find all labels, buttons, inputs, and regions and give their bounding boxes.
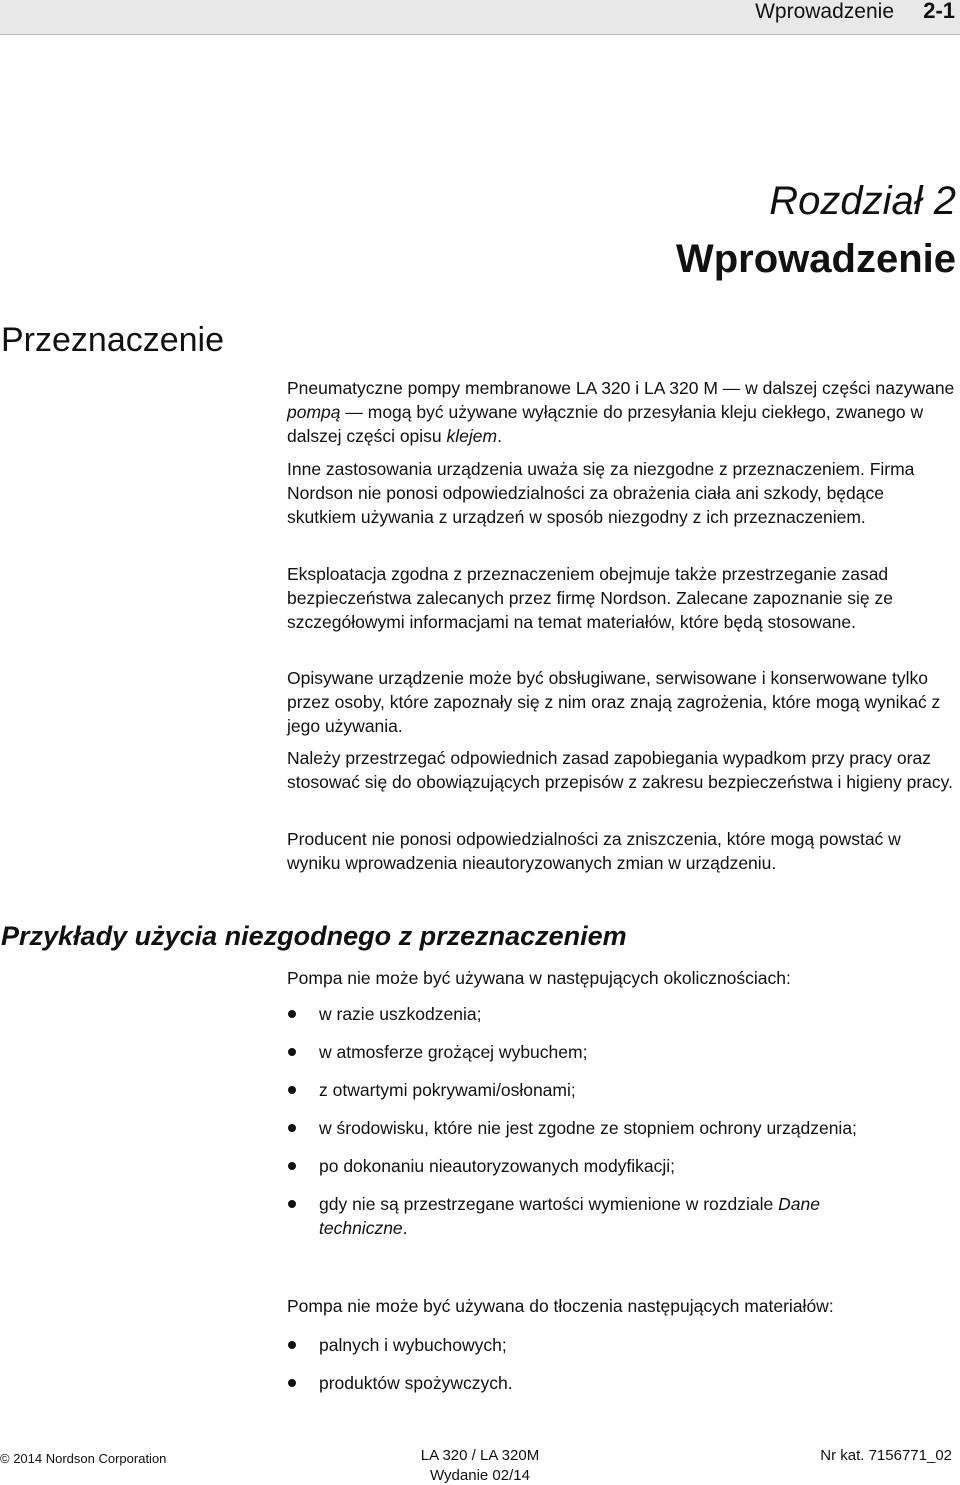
list-item xyxy=(287,1333,955,1357)
bullet-icon xyxy=(288,1010,296,1018)
chapter-label: Rozdział 2 xyxy=(769,179,956,223)
footer-model: LA 320 / LA 320M xyxy=(420,1447,540,1464)
list-item xyxy=(287,1002,955,1026)
list-intro-materials: Pompa nie może być używana do tłoczenia następujących materiałów: xyxy=(287,1296,834,1316)
footer-edition: Wydanie 02/14 xyxy=(430,1467,530,1484)
list-item-text: produktów spożywczych. xyxy=(319,1373,513,1393)
bullet-icon xyxy=(288,1048,296,1056)
list-item-text: w razie uszkodzenia; xyxy=(319,1004,482,1024)
list-item xyxy=(287,1154,955,1178)
bullet-icon xyxy=(288,1162,296,1170)
bullet-icon xyxy=(288,1341,296,1349)
list-item-text: . xyxy=(402,1218,408,1238)
paragraph-emphasis: klejem xyxy=(446,426,498,446)
list-intro-circumstances: Pompa nie może być używana w następujących okolicznościach: xyxy=(287,968,791,988)
paragraph-text: Pneumatyczne pompy membranowe LA 320 i LA 320 M — w dalszej części nazywane xyxy=(287,378,955,398)
materials-list xyxy=(287,1333,955,1395)
list-item-text: w atmosferze grożącej wybuchem; xyxy=(319,1042,588,1062)
paragraph-accident-prevention: Należy przestrzegać odpowiednich zasad zapobiegania wypadkom przy pracy oraz stosować się do obowiązujących przepisów z zakresu bezpieczeństwa i higieny pracy. xyxy=(287,748,953,792)
bullet-icon xyxy=(288,1200,296,1208)
list-item-text: gdy nie są przestrzegane wartości wymienione w rozdziale xyxy=(319,1194,779,1214)
bullet-icon xyxy=(288,1379,296,1387)
list-item xyxy=(287,1040,955,1064)
circumstances-list xyxy=(287,1002,955,1240)
paragraph-liability: Producent nie ponosi odpowiedzialności za zniszczenia, które mogą powstać w wyniku wprowadzenia nieautoryzowanych zmian w urządzeniu. xyxy=(287,829,901,873)
list-item-text: po dokonaniu nieautoryzowanych modyfikacji; xyxy=(319,1156,676,1176)
list-item-emphasis: Dane techniczne xyxy=(319,1194,820,1238)
list-item-text: w środowisku, które nie jest zgodne ze stopniem ochrony urządzenia; xyxy=(319,1118,857,1138)
section-heading: Przeznaczenie xyxy=(1,321,225,359)
bullet-icon xyxy=(288,1124,296,1132)
paragraph-text: . xyxy=(497,426,502,446)
paragraph-operators: Opisywane urządzenie może być obsługiwane, serwisowane i konserwowane tylko przez osoby, które zapoznały się z nim oraz znają zagrożenia, które mogą wynikać z jego używania. xyxy=(287,668,941,736)
list-item xyxy=(287,1371,955,1395)
list-item-text: z otwartymi pokrywami/osłonami; xyxy=(319,1080,576,1100)
list-item-text: palnych i wybuchowych; xyxy=(319,1335,507,1355)
paragraph-improper-use: Inne zastosowania urządzenia uważa się za niezgodne z przeznaczeniem. Firma Nordson nie ponosi odpowiedzialności za obrażenia ciała ani szkody, będące skutkiem używania z urządzeń w sposób niezgodny z ich przeznaczeniem. xyxy=(287,459,915,527)
list-item xyxy=(287,1116,955,1140)
list-item xyxy=(287,1192,899,1240)
paragraph-purpose xyxy=(287,376,955,448)
chapter-title: Wprowadzenie xyxy=(675,237,956,281)
paragraph-safety-rules: Eksploatacja zgodna z przeznaczeniem obejmuje także przestrzeganie zasad bezpieczeństwa zalecanych przez firmę Nordson. Zalecane zapoznanie się ze szczegółowymi informacjami na temat materiałów, które będą stosowane. xyxy=(287,564,894,632)
subsection-heading: Przykłady użycia niezgodnego z przeznaczeniem xyxy=(1,921,627,951)
paragraph-emphasis: pompą xyxy=(287,402,341,422)
list-item xyxy=(287,1078,955,1102)
footer-copyright: © 2014 Nordson Corporation xyxy=(0,1451,167,1466)
header-page-number: 2-1 xyxy=(923,0,955,23)
paragraph-text: — mogą być używane wyłącznie do przesyłania kleju ciekłego, zwanego w dalszej części opisu xyxy=(287,402,924,446)
footer-catalog-number: Nr kat. 7156771_02 xyxy=(820,1447,952,1464)
bullet-icon xyxy=(288,1086,296,1094)
page-header xyxy=(0,0,960,35)
header-title: Wprowadzenie xyxy=(755,0,894,23)
